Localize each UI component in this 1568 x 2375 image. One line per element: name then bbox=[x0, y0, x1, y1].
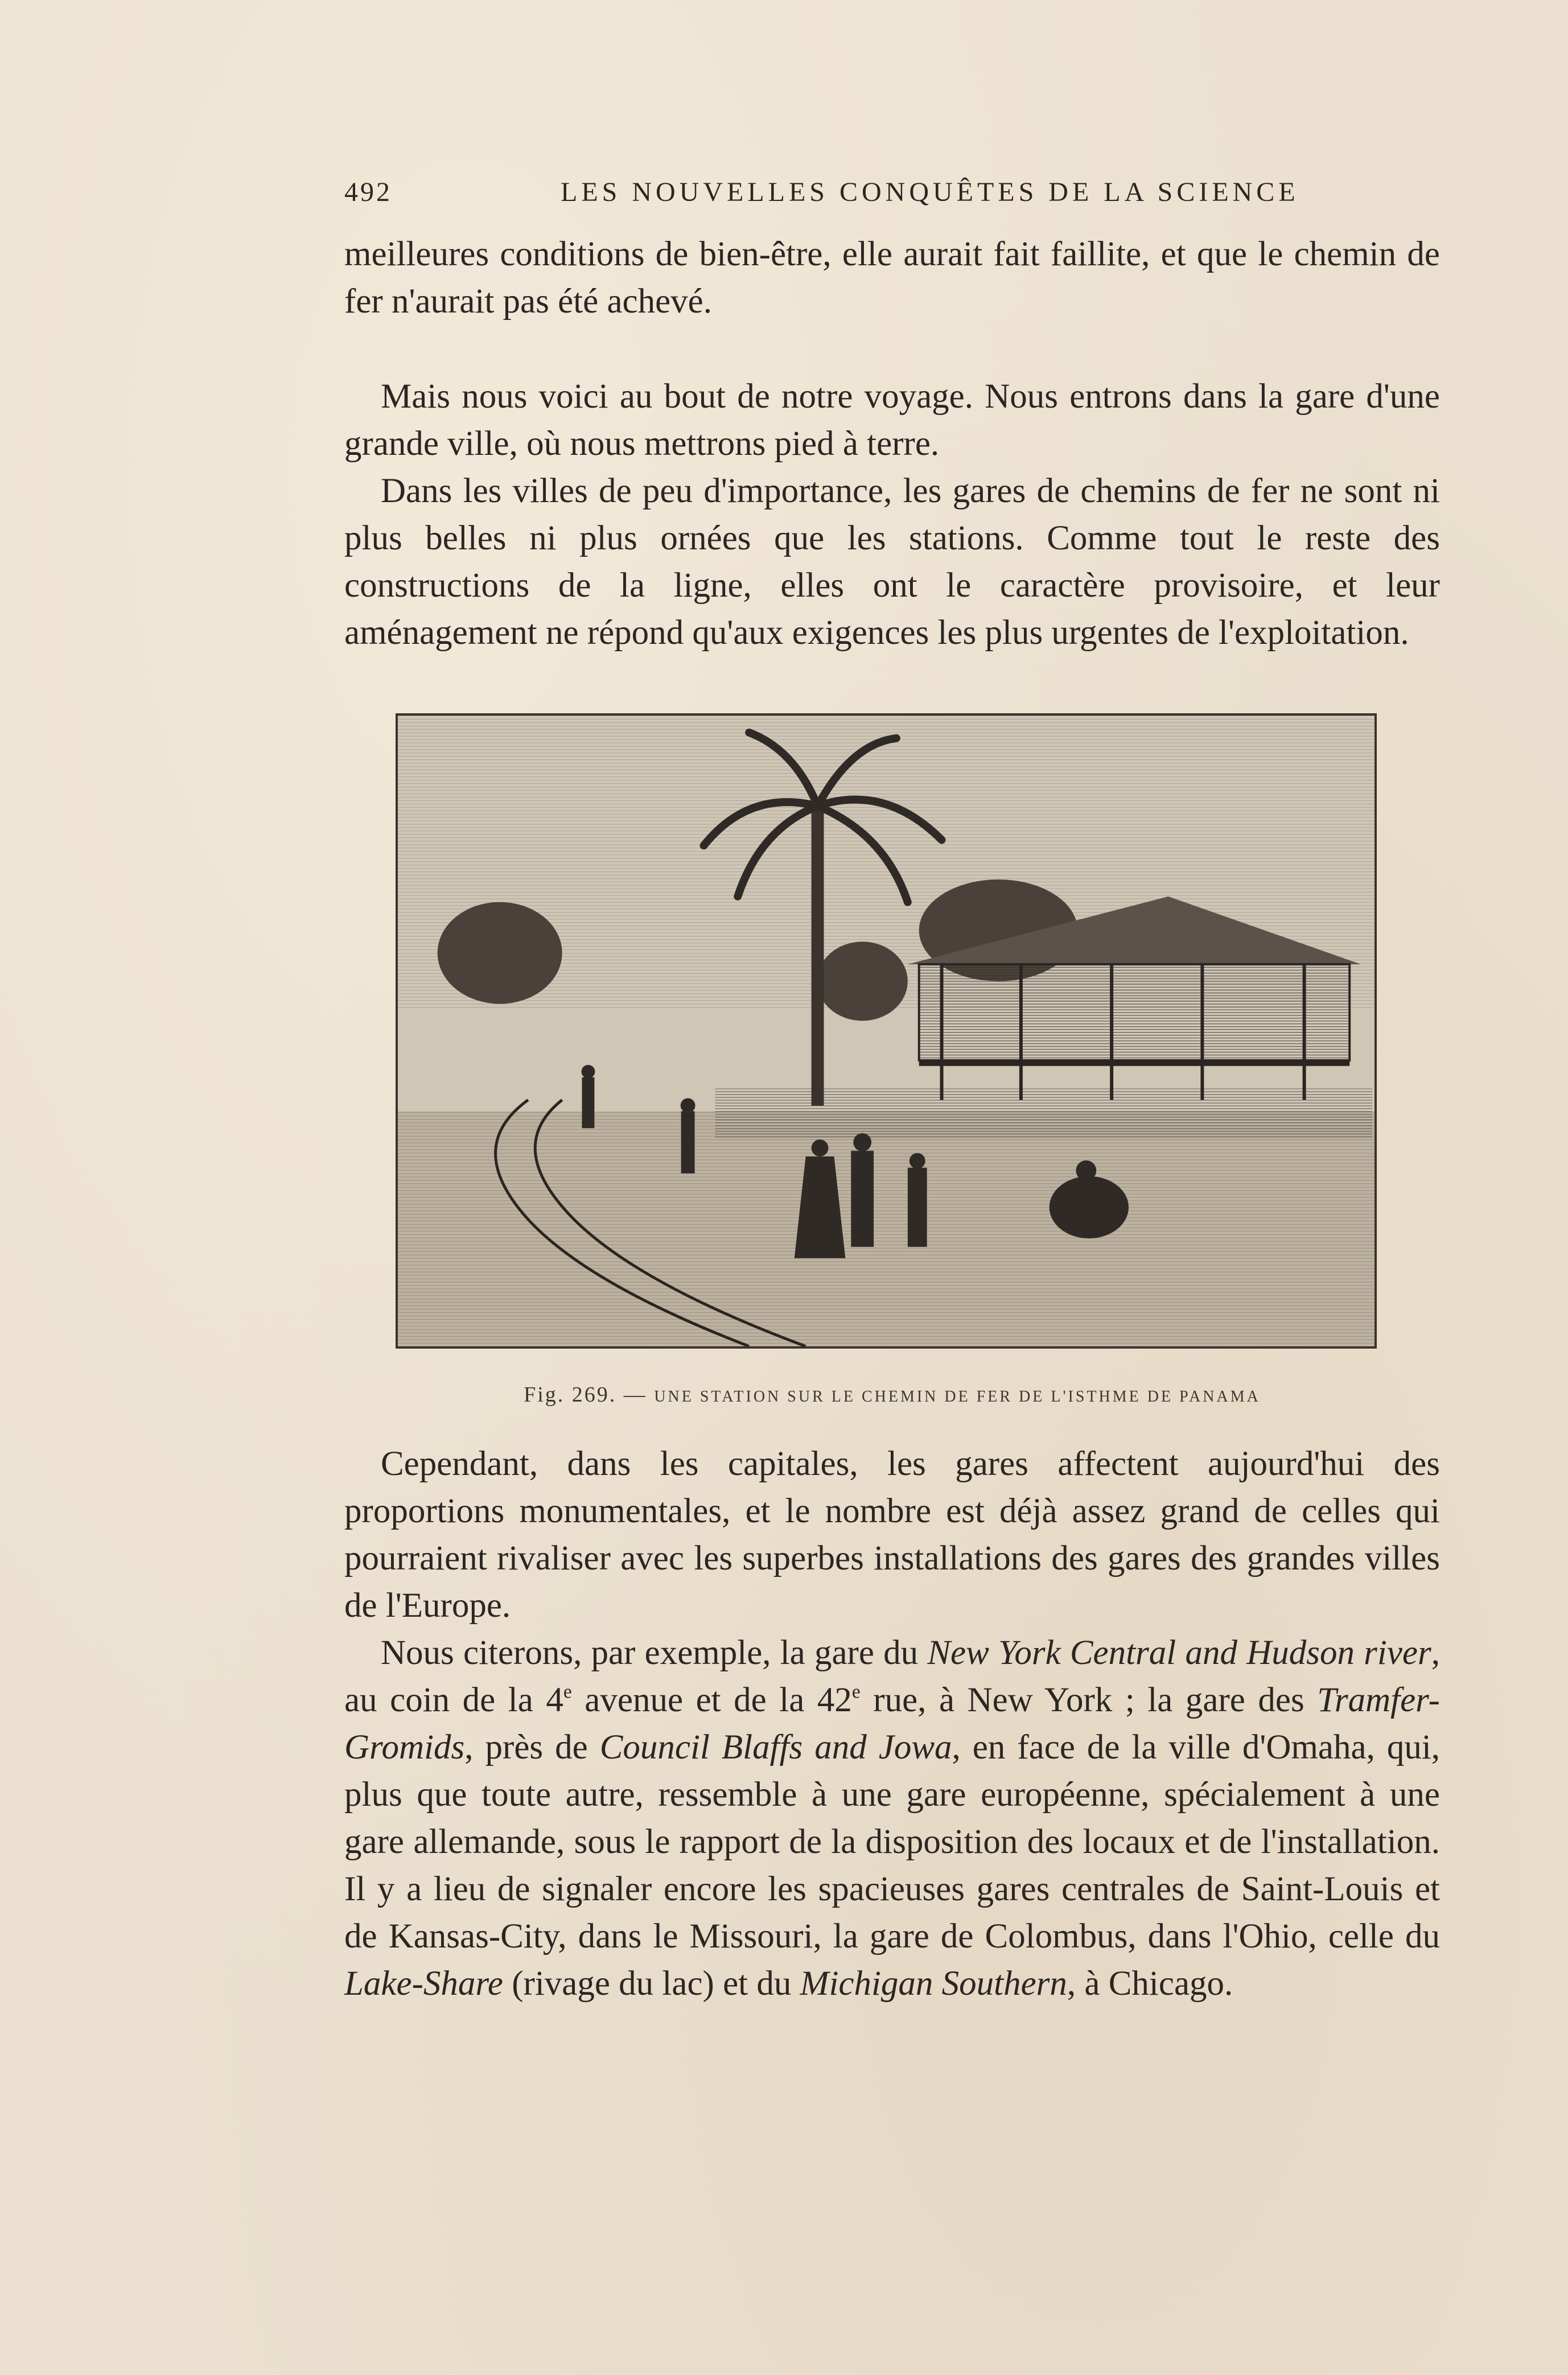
text-run: , à Chicago. bbox=[1067, 1965, 1233, 2003]
superscript: e bbox=[851, 1681, 861, 1703]
superscript: e bbox=[563, 1681, 572, 1703]
figure-illustration bbox=[396, 713, 1377, 1349]
italic-run: Lake-Share bbox=[344, 1965, 503, 2003]
page-number: 492 bbox=[344, 177, 392, 207]
paragraph-examples bbox=[344, 1629, 1440, 2007]
station-engraving bbox=[398, 716, 1374, 1346]
figure-caption bbox=[344, 1382, 1440, 1407]
figure-number: Fig. 269. — bbox=[524, 1383, 647, 1407]
text-block-top bbox=[344, 231, 1440, 325]
italic-run: Council Blaffs and Jowa bbox=[599, 1728, 952, 1766]
paragraph-small-towns: Dans les villes de peu d'importance, les gares de chemins de fer ne sont ni plus belles ni plus ornées que les stations. Comme tout le reste des constructions de la ligne, elles ont le caractère provisoire, et leur aménagement ne répond qu'aux exigences les plus urgentes de l'exploitation. bbox=[344, 472, 1440, 652]
running-title: LES NOUVELLES CONQUÊTES DE LA SCIENCE bbox=[561, 177, 1299, 207]
figure-title: UNE STATION SUR LE CHEMIN DE FER DE L'ISTHME DE PANAMA bbox=[654, 1388, 1261, 1406]
text-run: , près de bbox=[464, 1728, 600, 1766]
text-block-middle bbox=[344, 373, 1440, 656]
fence bbox=[715, 1088, 1372, 1139]
text-run: , en face de la ville d'Omaha, qui, plus que toute autre, ressemble à une gare européenne, spécialement à une gare allemande, sous le rapport de la disposition des locaux et de l'installation. Il y a lieu de signaler encore les spacieuses gares centrales de Saint-Louis et de Kansas-City, dans le Missouri, la gare de Colombus, dans l'Ohio, celle du bbox=[344, 1728, 1441, 1955]
text-run: avenue et de la 42 bbox=[571, 1681, 852, 1719]
text-run: rue, à New York ; la gare des bbox=[860, 1681, 1318, 1719]
text-block-bottom bbox=[344, 1440, 1440, 2007]
text-run: , au coin de la 4 bbox=[344, 1634, 1440, 1719]
running-header bbox=[344, 171, 1440, 216]
italic-run: New York Central and Hudson river bbox=[927, 1634, 1431, 1672]
paragraph-continuation: meilleures conditions de bien-être, elle aurait fait faillite, et que le chemin de fer n'aurait pas été achevé. bbox=[344, 235, 1440, 320]
italic-run: Michigan Southern bbox=[800, 1965, 1067, 2003]
paragraph-voyage-end: Mais nous voici au bout de notre voyage. Nous entrons dans la gare d'une grande ville, où nous mettrons pied à terre. bbox=[344, 377, 1440, 463]
paragraph-capitals: Cependant, dans les capitales, les gares affectent aujourd'hui des proportions monumentales, et le nombre est déjà assez grand de celles qui pourraient rivaliser avec les superbes installations des gares des grandes villes de l'Europe. bbox=[344, 1445, 1440, 1625]
text-run: (rivage du lac) et du bbox=[503, 1965, 800, 2003]
ground-hatching bbox=[398, 1111, 1374, 1346]
italic-run: Tramfer-Gromids bbox=[344, 1681, 1440, 1766]
text-run: Nous citerons, par exemple, la gare du bbox=[381, 1634, 928, 1672]
